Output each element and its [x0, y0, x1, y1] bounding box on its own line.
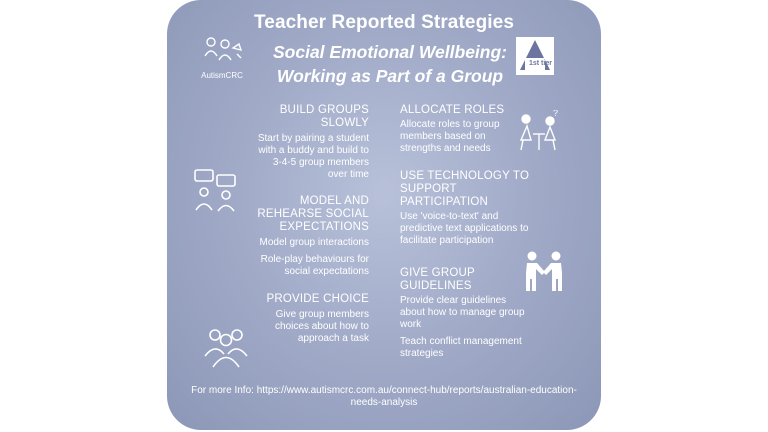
group-people-icon: [203, 326, 249, 373]
section-item: Use 'voice-to-text' and predictive text applications to facilitate participation: [400, 211, 529, 246]
tier-triangle-icon: [515, 36, 555, 76]
section-heading: PROVIDE CHOICE: [266, 293, 369, 305]
section-allocate-roles: [400, 104, 512, 155]
section-item: Teach conflict management strategies: [400, 336, 522, 359]
svg-text:?: ?: [553, 110, 559, 118]
strategy-card: [167, 0, 601, 430]
section-heading: MODEL AND REHEARSE SOCIAL EXPECTATIONS: [257, 195, 369, 233]
speech-bubbles-people-icon: [193, 168, 239, 217]
section-provide-choice: [253, 293, 369, 345]
section-heading: BUILD GROUPS SLOWLY: [279, 104, 369, 129]
section-item: Give group members choices about how to approach a task: [275, 309, 369, 344]
section-use-technology: [400, 170, 540, 247]
handshake-icon: [523, 250, 565, 299]
desk-roles-icon: [515, 110, 565, 159]
footer-more-info: For more Info: https://www.autismcrc.com.au/connect-hub/reports/australian-education-needs-analysis: [191, 385, 577, 408]
section-item: Provide clear guidelines about how to manage group work: [400, 295, 525, 330]
tier-label: 1st tier: [529, 60, 552, 67]
section-heading: GIVE GROUP GUIDELINES: [400, 267, 475, 292]
page-title: Teacher Reported Strategies: [254, 12, 514, 33]
section-item: Role-play behaviours for social expectations: [260, 254, 369, 277]
page-subtitle: Social Emotional Wellbeing: Working as Part of a Group: [272, 42, 507, 86]
section-item: Start by pairing a student with a buddy and build to 3-4-5 group members over time: [257, 133, 369, 180]
section-model-rehearse: [253, 195, 369, 278]
logo-text: AutismCRC: [201, 71, 243, 80]
autism-crc-logo-icon: [197, 34, 247, 80]
section-heading: USE TECHNOLOGY TO SUPPORT PARTICIPATION: [400, 170, 530, 208]
section-heading: ALLOCATE ROLES: [400, 104, 505, 116]
section-item: Allocate roles to group members based on strengths and needs: [400, 119, 500, 154]
section-item: Model group interactions: [259, 237, 369, 248]
section-group-guidelines: [400, 267, 530, 360]
section-build-groups: [253, 104, 369, 181]
